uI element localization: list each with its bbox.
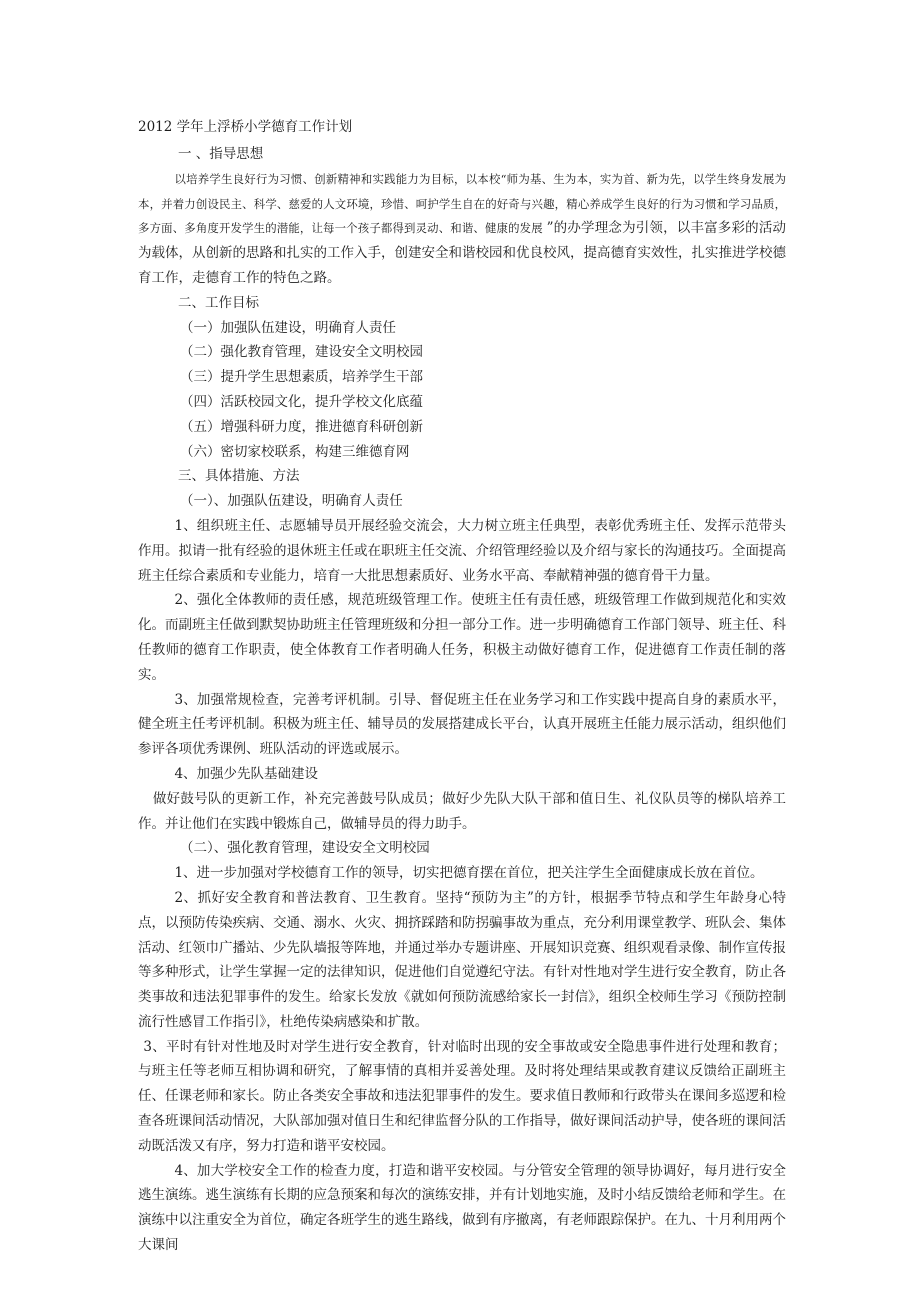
goal-item: （二）强化教育管理，建设安全文明校园 [180, 344, 423, 361]
paragraph-guiding-ideology [138, 167, 786, 291]
paragraph-management-3: 3、平时有针对性地及时对学生进行安全教育，针对临时出现的安全事故或安全隐患事件进行处理和教育；与班主任等老师互相协调和研究，了解事情的真相并妥善处理。及时将处理结果或教育建议反馈给正副班主任、任课老师和家长。防止各类安全事故和违法犯罪事件的发生。要求值日教师和行政带头在课间多巡逻和检查各班课间活动情况，大队部加强对值日生和纪律监督分队的工作指导，做好课间活动护导，使各班的课间活动既活泼又有序，努力打造和谐平安校园。 [138, 1038, 786, 1154]
paragraph-measure-1: 1、组织班主任、志愿辅导员开展经验交流会，大力树立班主任典型，表彰优秀班主任、发挥示范带头作用。拟请一批有经验的退休班主任或在职班主任交流、介绍管理经验以及介绍与家长的沟通技巧。全面提高班主任综合素质和专业能力，培育一大批思想素质好、业务水平高、奉献精神强的德育骨干力量。 [138, 517, 786, 584]
paragraph-management-2: 2、抓好安全教育和普法教育、卫生教育。坚持“预防为主”的方针，根据季节特点和学生年龄身心特点，以预防传染疾病、交通、溺水、火灾、拥挤踩踏和防拐骗事故为重点，充分利用课堂教学、班队会、集体活动、红领巾广播站、少先队墙报等阵地，并通过举办专题讲座、开展知识竞赛、组织观看录像、制作宣传报等多种形式，让学生掌握一定的法律知识，促进他们自觉遵纪守法。有针对性地对学生进行安全教育，防止各类事故和违法犯罪事件的发生。给家长发放《就如何预防流感给家长一封信》，组织全校师生学习《预防控制流行性感冒工作指引》，杜绝传染病感染和扩散。 [138, 889, 786, 1030]
goal-item: （六）密切家校联系，构建三维德育网 [180, 443, 410, 460]
section-heading-guiding-ideology: 一 、指导思想 [178, 146, 264, 162]
goal-item: （四）活跃校园文化，提升学校文化底蕴 [180, 393, 423, 410]
subsection-heading-education-management: （二）、强化教育管理，建设安全文明校园 [180, 840, 430, 857]
paragraph-management-4: 4、加大学校安全工作的检查力度，打造和谐平安校园。与分管安全管理的领导协调好，每月进行安全逃生演练。逃生演练有长期的应急预案和每次的演练安排，并有计划地实施，及时小结反馈给老师和学生。在演练中以注重安全为首位，确定各班学生的逃生路线，做到有序撤离，有老师跟踪保护。在九、十月利用两个大课间 [138, 1162, 786, 1254]
document-page [138, 114, 786, 1258]
document-title: 2012 学年上浮桥小学德育工作计划 [138, 119, 353, 135]
paragraph-guiding-ideology-rest: ”的办学理念为引领，以丰富多彩的活动为载体，从创新的思路和扎实的工作入手，创建安全和谐校园和优良校风，提高德育实效性，扎实推进学校德育工作，走德育工作的特色之路。 [138, 220, 786, 286]
paragraph-measure-4-heading: 4、加强少先队基础建设 [174, 765, 319, 782]
goal-item: （五）增强科研力度，推进德育科研创新 [180, 418, 423, 435]
goal-item: （一）加强队伍建设，明确育人责任 [180, 319, 396, 336]
paragraph-measure-2: 2、强化全体教师的责任感，规范班级管理工作。使班主任有责任感，班级管理工作做到规范化和实效化。而副班主任做到默契协助班主任管理班级和分担一部分工作。进一步明确德育工作部门领导、班主任、科任教师的德育工作职责，使全体教育工作者明确人任务，积极主动做好德育工作，促进德育工作责任制的落实。 [138, 592, 786, 683]
goal-item: （三）提升学生思想素质，培养学生干部 [180, 369, 423, 386]
paragraph-management-1: 1、进一步加强对学校德育工作的领导，切实把德育摆在首位，把关注学生全面健康成长放在首位。 [174, 865, 764, 882]
paragraph-measure-4: 做好鼓号队的更新工作，补充完善鼓号队成员；做好少先队大队干部和值日生、礼仪队员等的梯队培养工作。并让他们在实践中锻炼自己，做辅导员的得力助手。 [138, 790, 786, 832]
section-heading-work-goals: 二、工作目标 [178, 294, 259, 311]
paragraph-guiding-ideology-lead: 以培养学生良好行为习惯、创新精神和实践能力为目标，以本校“师为基、生为本，实为首、新为先，以学生终身发展为本，并着力创设民主、科学、慈爱的人文环境，珍惜、呵护学生自在的好奇与兴趣，精心养成学生良好的行为习惯和学习品质，多方面、多角度开发学生的潜能，让每一个孩子都得到灵动、和谐、健康的发展 [138, 171, 786, 236]
paragraph-measure-3: 3、加强常规检查，完善考评机制。引导、督促班主任在业务学习和工作实践中提高自身的素质水平，健全班主任考评机制。积极为班主任、辅导员的发展搭建成长平台，认真开展班主任能力展示活动，组织他们参评各项优秀课例、班队活动的评选或展示。 [138, 691, 786, 758]
subsection-heading-team-building: （一）、加强队伍建设，明确育人责任 [180, 493, 403, 510]
section-heading-measures: 三、具体措施、方法 [178, 468, 300, 485]
